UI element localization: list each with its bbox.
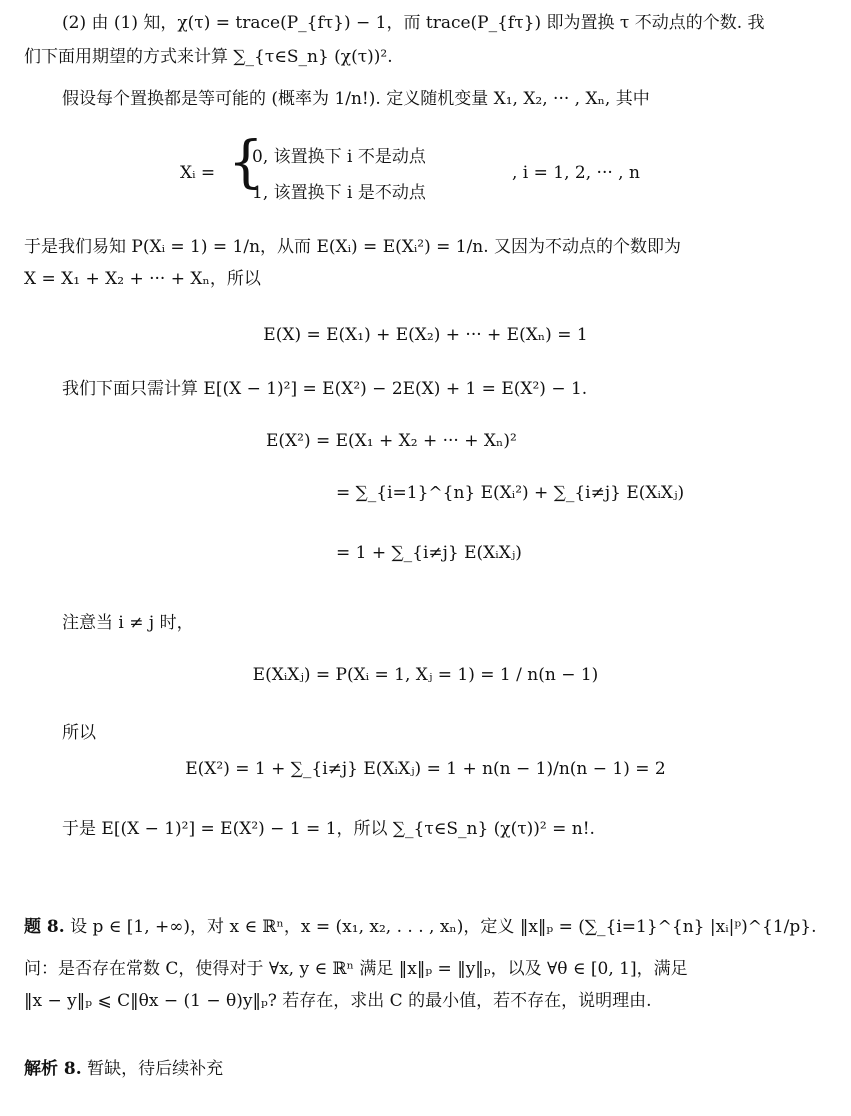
display-equation: E(X²) = E(X₁ + X₂ + ··· + Xₙ)² — [266, 431, 517, 451]
text-line: 注意当 i ≠ j 时， — [62, 613, 194, 633]
display-equation: E(XᵢXⱼ) = P(Xᵢ = 1, Xⱼ = 1) = 1 / n(n − 1) — [252, 665, 599, 685]
text-line: 我们下面只需计算 E[(X − 1)²] = E(X²) − 2E(X) + 1 = E(X²) − 1. — [62, 379, 588, 399]
solution-8-line — [24, 1058, 223, 1080]
left-brace: { — [228, 130, 264, 195]
solution-label: 解析 8. — [24, 1059, 82, 1079]
display-equation: E(X²) = 1 + ∑_{i≠j} E(XᵢXⱼ) = 1 + n(n − 1)/n(n − 1) = 2 — [185, 759, 666, 779]
solution-text: 暂缺，待后续补充 — [87, 1059, 224, 1079]
cases-lhs: Xᵢ = — [180, 163, 216, 183]
text-line: (2) 由 (1) 知，χ(τ) = trace(P_{fτ}) − 1，而 trace(P_{fτ}) 即为置换 τ 不动点的个数. 我 — [62, 13, 765, 33]
text-line: 于是 E[(X − 1)²] = E(X²) − 1 = 1，所以 ∑_{τ∈S_n} (χ(τ))² = n!. — [62, 819, 595, 839]
problem-8-line — [24, 916, 816, 938]
text-line: 于是我们易知 P(Xᵢ = 1) = 1/n，从而 E(Xᵢ) = E(Xᵢ²) = 1/n. 又因为不动点的个数即为 — [24, 237, 682, 257]
display-equation: = 1 + ∑_{i≠j} E(XᵢXⱼ) — [336, 543, 522, 563]
text-line: 所以 — [62, 723, 96, 743]
text-line: 们下面用期望的方式来计算 ∑_{τ∈S_n} (χ(τ))². — [24, 47, 393, 67]
text-line: 假设每个置换都是等可能的 (概率为 1/n!). 定义随机变量 X₁, X₂, ··· , Xₙ, 其中 — [62, 89, 650, 109]
text-line: X = X₁ + X₂ + ··· + Xₙ，所以 — [24, 269, 261, 289]
text-line: ‖x − y‖ₚ ⩽ C‖θx − (1 − θ)y‖ₚ? 若存在，求出 C 的最小值，若不存在，说明理由. — [24, 991, 652, 1011]
display-equation: E(X) = E(X₁) + E(X₂) + ··· + E(Xₙ) = 1 — [263, 325, 588, 345]
case-line: 1, 该置换下 i 是不动点 — [252, 183, 426, 203]
case-range: , i = 1, 2, ··· , n — [512, 163, 640, 183]
case-line: 0, 该置换下 i 不是动点 — [252, 147, 426, 167]
text-line: 问：是否存在常数 C，使得对于 ∀x, y ∈ ℝⁿ 满足 ‖x‖ₚ = ‖y‖ₚ，以及 ∀θ ∈ [0, 1]，满足 — [24, 959, 688, 979]
display-equation: = ∑_{i=1}^{n} E(Xᵢ²) + ∑_{i≠j} E(XᵢXⱼ) — [336, 483, 685, 503]
problem-text: 设 p ∈ [1, +∞)，对 x ∈ ℝⁿ，x = (x₁, x₂, . . . , xₙ)，定义 ‖x‖ₚ = (∑_{i=1}^{n} |xᵢ|ᵖ)^{1/p}. — [70, 917, 817, 937]
problem-label: 题 8. — [24, 917, 65, 937]
